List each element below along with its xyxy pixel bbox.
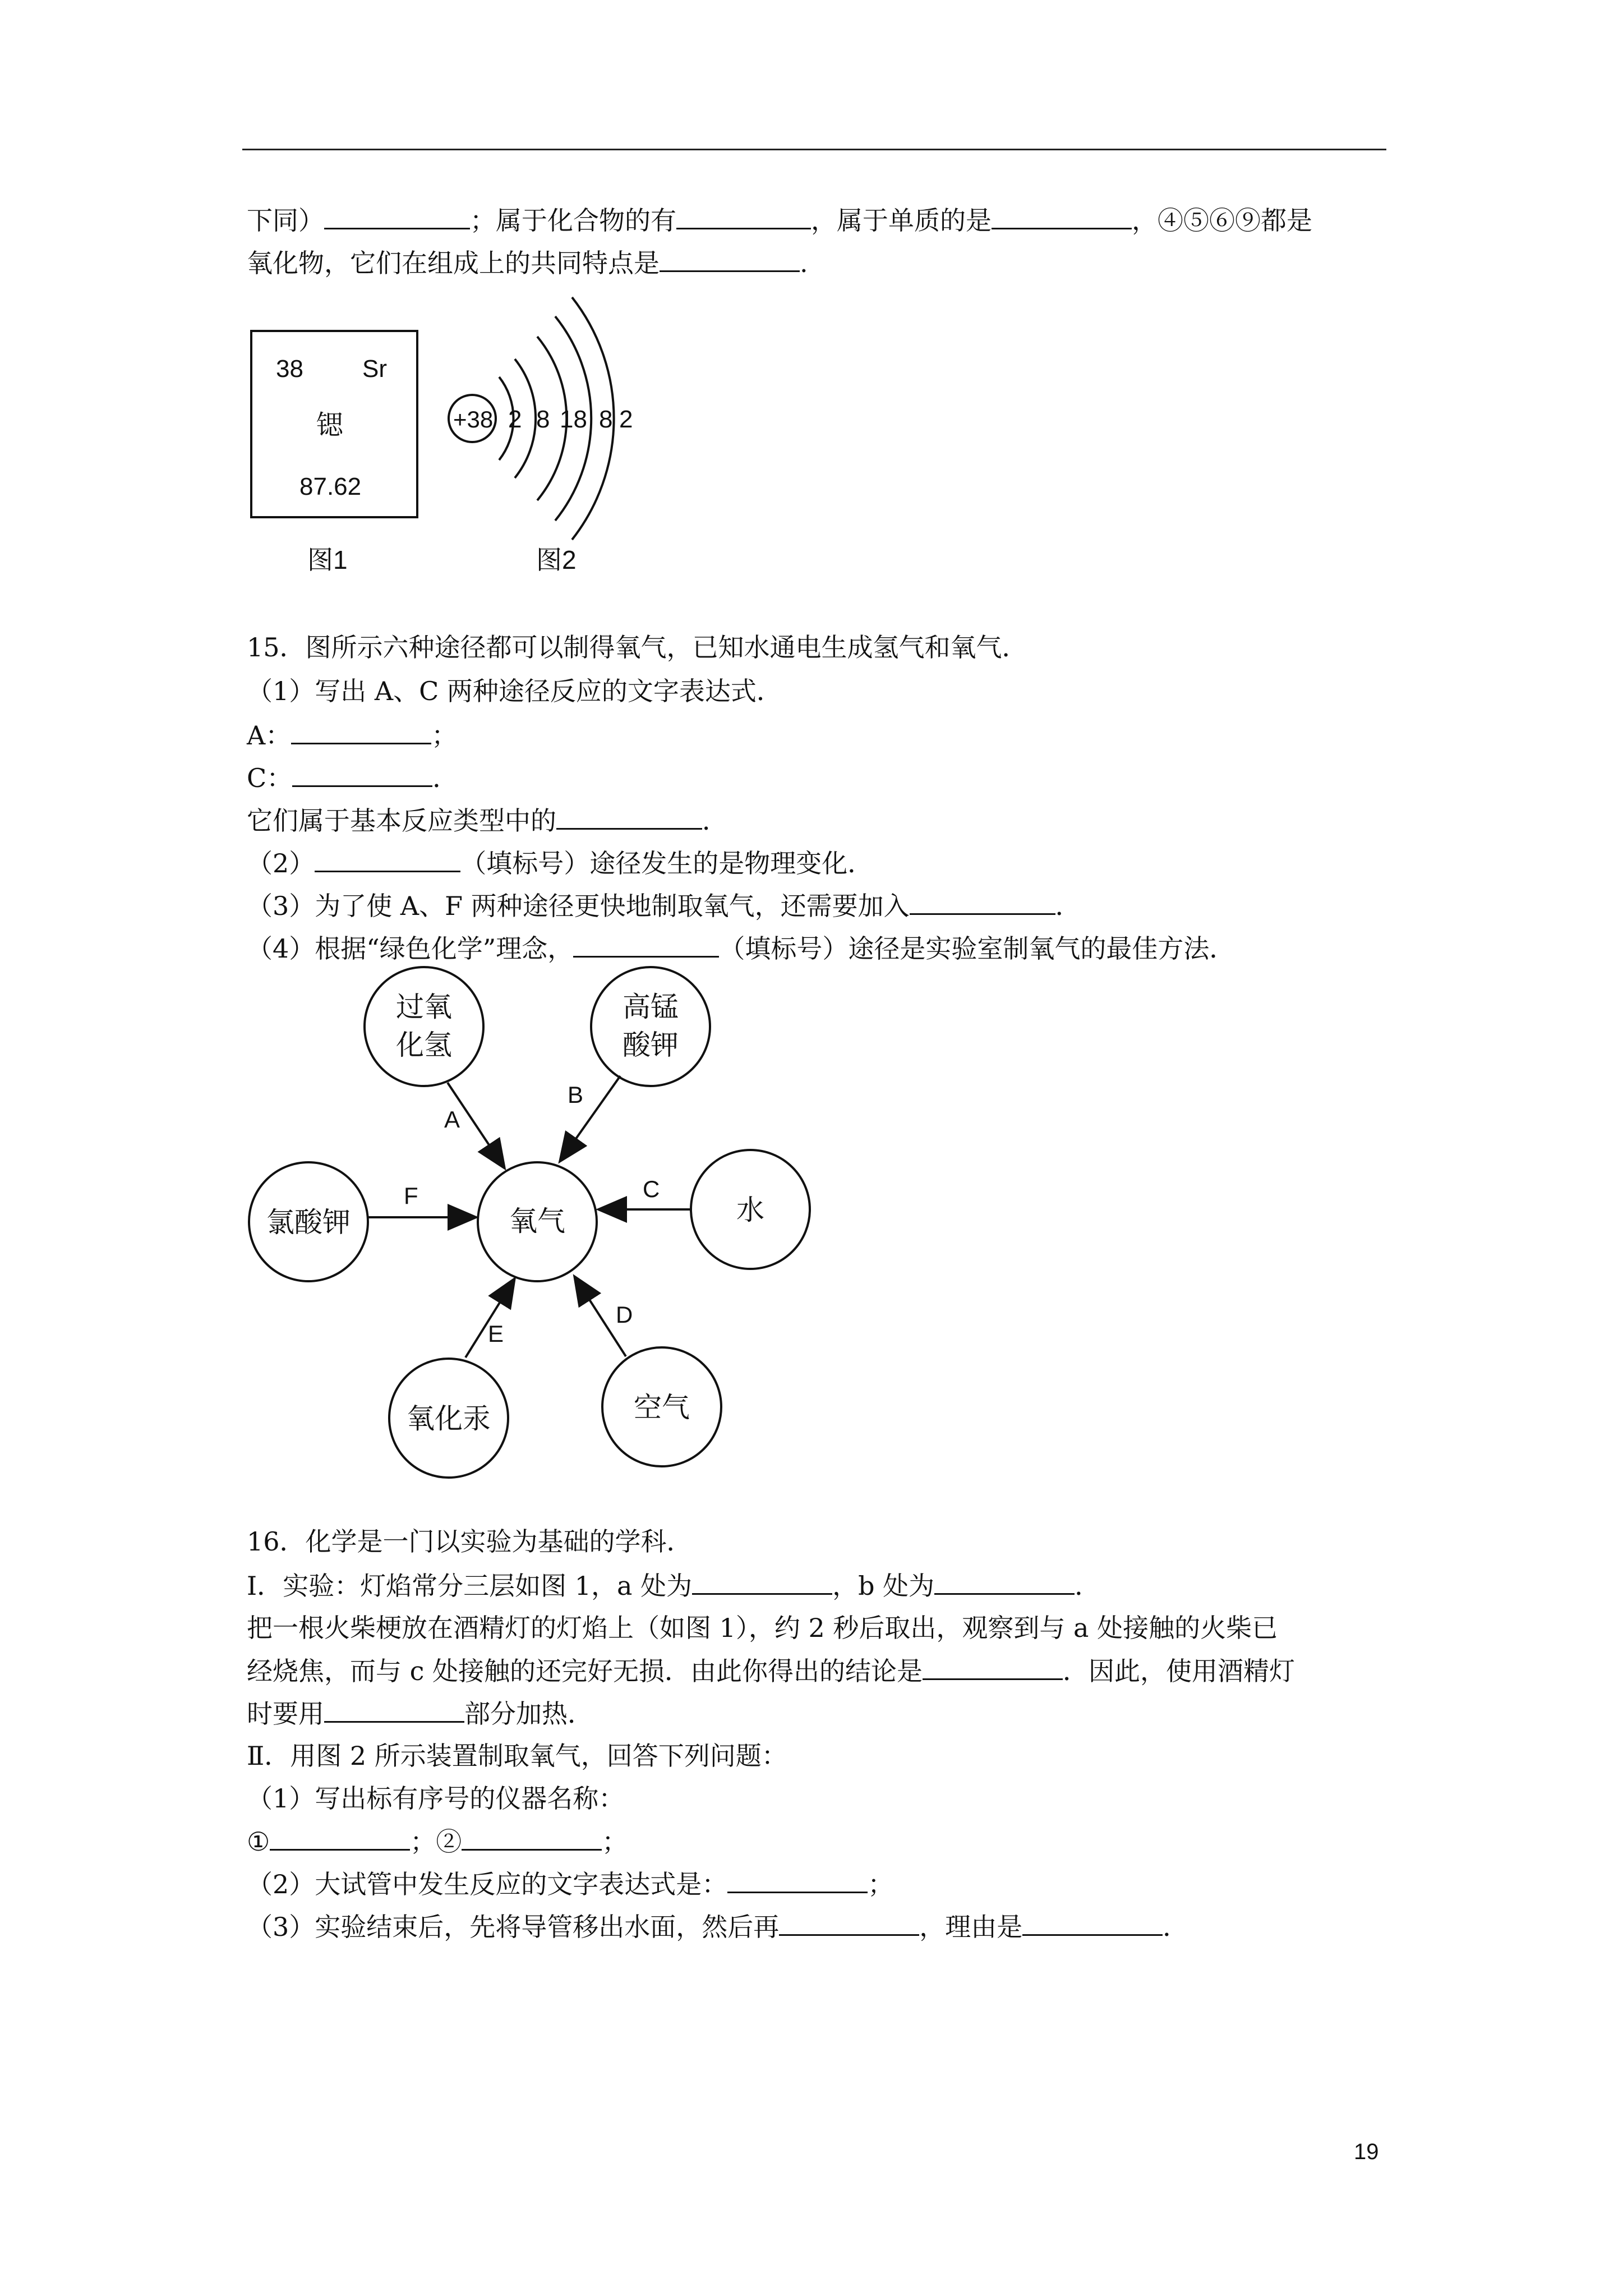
- caption-fig2: 图2: [536, 545, 577, 574]
- arrow-label-e: E: [488, 1320, 504, 1347]
- arrow-label-a: A: [444, 1106, 460, 1133]
- q16-line2: [247, 1654, 1295, 1688]
- text: 下同）: [247, 205, 324, 236]
- answer-blank[interactable]: [462, 1824, 602, 1851]
- q16-line1: 把一根火柴梗放在酒精灯的灯焰上（如图 1），约 2 秒后取出，观察到与 a 处接触的火柴已: [247, 1613, 1278, 1643]
- element-name: 锶: [316, 411, 344, 440]
- atomic-number: 38: [276, 355, 303, 383]
- arrow-label-f: F: [404, 1182, 418, 1209]
- answer-blank[interactable]: [923, 1654, 1063, 1680]
- q15-part2: [247, 846, 873, 880]
- answer-blank[interactable]: [779, 1910, 919, 1936]
- center-label: 氧气: [509, 1205, 565, 1237]
- text: ．: [432, 763, 459, 793]
- answer-blank[interactable]: [573, 931, 719, 958]
- answer-blank[interactable]: [291, 718, 431, 744]
- q15-answer-a: [247, 718, 457, 752]
- q15-stem: 15．图所示六种途径都可以制得氧气，已知水通电生成氢气和氧气．: [247, 632, 1028, 662]
- node-potassium-permanganate: [591, 967, 710, 1086]
- text: ；: [431, 720, 458, 751]
- shell-electron-count: 18: [560, 406, 587, 433]
- q15-part4: [247, 931, 1235, 965]
- text: ．: [1075, 1571, 1101, 1601]
- arrow-label-d: D: [616, 1301, 633, 1328]
- answer-blank[interactable]: [556, 803, 702, 830]
- text: ．: [1055, 891, 1081, 921]
- node-label: 空气: [634, 1392, 690, 1423]
- text: （3）为了使 A、F 两种途径更快地制取氧气，还需要加入: [247, 891, 910, 921]
- text: （填标号）途径是实验室制氧气的最佳方法．: [719, 933, 1235, 964]
- text: ；属于化合物的有: [470, 205, 676, 236]
- answer-blank[interactable]: [934, 1568, 1075, 1595]
- shell-electron-count: 2: [508, 406, 522, 433]
- text: （4）根据“绿色化学”理念，: [247, 933, 574, 964]
- nucleus-charge: +38: [453, 406, 494, 432]
- node-hydrogen-peroxide: [365, 967, 483, 1086]
- text: 部分加热．: [464, 1699, 593, 1729]
- text: （3）实验结束后，先将导管移出水面，然后再: [247, 1912, 780, 1942]
- page-number: 19: [1354, 2139, 1379, 2164]
- q16-ii-part2: [247, 1867, 893, 1901]
- shell-electron-count: 8: [599, 406, 613, 433]
- arrow-label-c: C: [643, 1176, 660, 1202]
- text: ；②: [410, 1826, 462, 1857]
- answer-blank[interactable]: [692, 1568, 832, 1595]
- q16-line3: [247, 1696, 593, 1731]
- q15-part3: [247, 889, 1081, 923]
- text: （填标号）途径发生的是物理变化．: [460, 848, 874, 878]
- q16-part-i: [247, 1568, 1100, 1603]
- text: ①: [247, 1826, 270, 1857]
- shell-electron-count: 2: [619, 406, 633, 433]
- text: 时要用: [247, 1699, 324, 1729]
- answer-blank[interactable]: [324, 1696, 464, 1723]
- q15-part1: （1）写出 A、C 两种途径反应的文字表达式．: [247, 676, 782, 706]
- node-label: 化氢: [396, 1029, 452, 1061]
- q16-ii-part1: （1）写出标有序号的仪器名称：: [247, 1783, 625, 1814]
- shell-electron-count: 8: [536, 406, 550, 433]
- text: A：: [247, 720, 292, 751]
- text: ，属于单质的是: [811, 205, 992, 236]
- answer-blank[interactable]: [727, 1867, 868, 1893]
- text: ．: [1163, 1912, 1189, 1942]
- text: ；: [868, 1869, 894, 1899]
- text: ；: [602, 1826, 628, 1857]
- text: 它们属于基本反应类型中的: [247, 806, 556, 836]
- q16-instruments: [247, 1824, 628, 1858]
- q16-part-ii: Ⅱ．用图 2 所示装置制取氧气，回答下列问题：: [247, 1741, 787, 1771]
- answer-blank[interactable]: [315, 846, 460, 872]
- text: 氧化物，它们在组成上的共同特点是: [247, 248, 660, 278]
- node-label: 过氧: [396, 991, 452, 1023]
- text: Ⅰ．实验：灯焰常分三层如图 1，a 处为: [247, 1571, 693, 1601]
- text: .: [800, 248, 808, 278]
- answer-blank[interactable]: [292, 761, 432, 787]
- text: ，④⑤⑥⑨都是: [1132, 205, 1312, 236]
- answer-blank[interactable]: [910, 889, 1055, 915]
- text: ．: [702, 806, 728, 836]
- arrow-label-b: B: [568, 1082, 584, 1108]
- q15-reaction-type: [247, 803, 728, 838]
- node-label: 酸钾: [623, 1029, 679, 1061]
- q15-answer-c: [247, 761, 458, 795]
- node-label: 水: [736, 1194, 764, 1226]
- answer-blank[interactable]: [1022, 1910, 1163, 1936]
- text: （2）: [247, 848, 315, 878]
- text: （2）大试管中发生反应的文字表达式是：: [247, 1869, 728, 1899]
- text: C：: [247, 763, 293, 793]
- node-label: 氧化汞: [407, 1403, 491, 1434]
- node-label: 氯酸钾: [266, 1207, 351, 1238]
- q16-stem: 16．化学是一门以实验为基础的学科．: [247, 1526, 693, 1557]
- atomic-mass: 87.62: [299, 473, 362, 500]
- text: 经烧焦，而与 c 处接触的还完好无损．由此你得出的结论是: [247, 1656, 923, 1686]
- oxygen-pathways-diagram: [249, 967, 810, 1478]
- q16-ii-part3: [247, 1910, 1188, 1944]
- text: ，理由是: [919, 1912, 1023, 1942]
- text: ．因此，使用酒精灯: [1063, 1656, 1295, 1686]
- answer-blank[interactable]: [270, 1824, 410, 1851]
- text: ，b 处为: [832, 1571, 935, 1601]
- caption-fig1: 图1: [307, 545, 348, 574]
- node-label: 高锰: [623, 991, 679, 1023]
- element-symbol: Sr: [362, 355, 387, 383]
